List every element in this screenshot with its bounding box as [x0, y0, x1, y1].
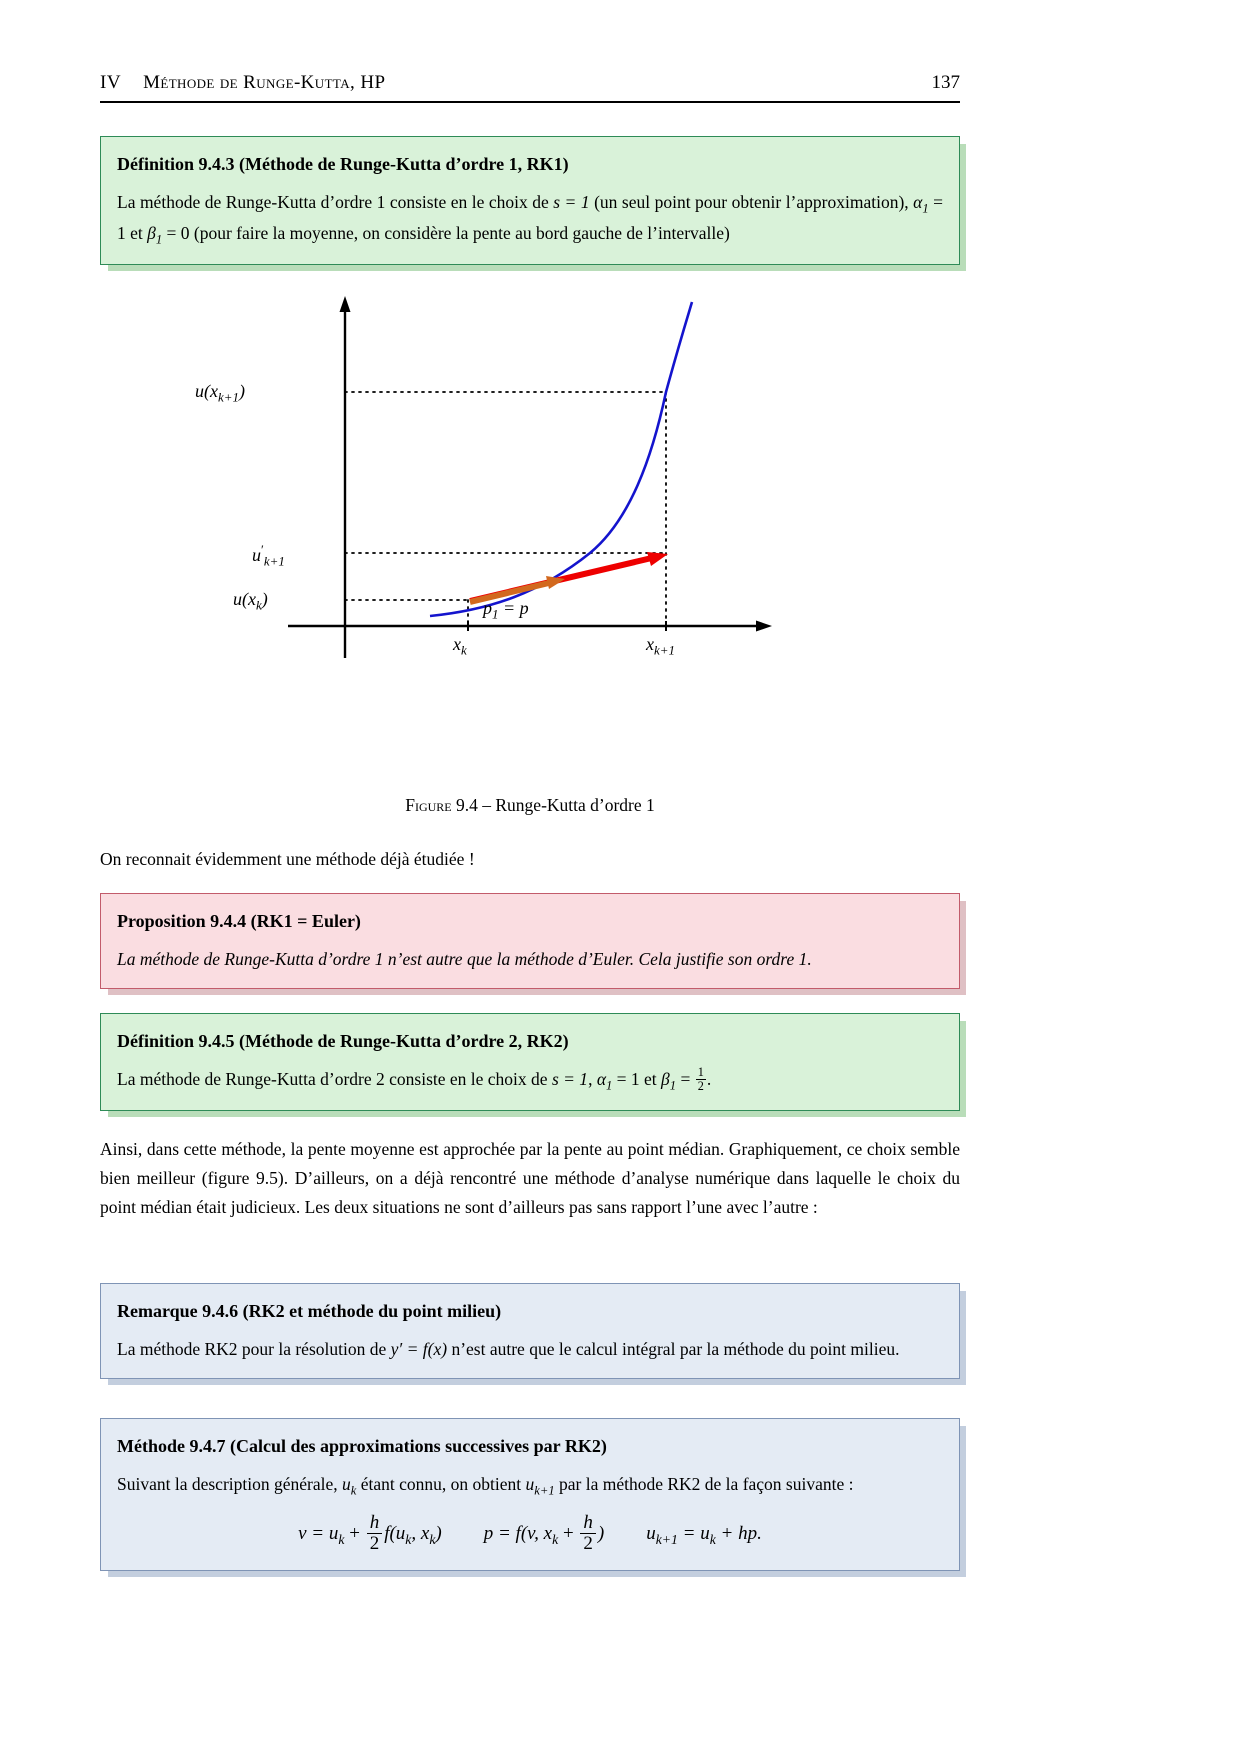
formula2-lhs: p = f(v, x — [483, 1523, 553, 1545]
page-number: 137 — [931, 72, 960, 93]
formula2-fraction-denominator: 2 — [583, 1532, 593, 1554]
definition-945-body — [117, 1065, 943, 1096]
header-section-title: Méthode de Runge-Kutta, HP — [143, 72, 386, 93]
def943-math-alpha-val: = 1 et — [117, 192, 943, 244]
x-label-xk1-main: x — [646, 634, 654, 654]
figure-94-svg — [100, 288, 960, 688]
m947-math-uk-sub: k — [350, 1483, 357, 1498]
formula2-fraction-numerator: h — [580, 1513, 596, 1534]
formula3-lhs-sub: k+1 — [655, 1531, 678, 1547]
def945-text-1: La méthode de Runge-Kutta d’ordre 2 consiste en le choix de — [117, 1069, 552, 1090]
def943-math-beta: β — [147, 223, 156, 244]
def943-math-beta-sub: 1 — [155, 232, 163, 247]
remarque-946-body — [117, 1335, 943, 1363]
m947-math-ukp1: u — [525, 1474, 535, 1495]
def943-text-1: La méthode de Runge-Kutta d’ordre 1 consiste en le choix de — [117, 192, 554, 213]
remarque-946-title: Remarque 9.4.6 (RK2 et méthode du point milieu) — [117, 1301, 502, 1321]
formula1-fraction-denominator: 2 — [369, 1532, 380, 1554]
figure-caption-dash: – — [482, 795, 491, 815]
definition-945-box — [100, 1013, 960, 1111]
y-label-uprime-prime: ′ — [261, 542, 264, 557]
formula3-mid-sub: k — [709, 1531, 716, 1547]
rem946-text-2: n’est autre que le calcul intégral par la méthode du point milieu. — [447, 1339, 900, 1360]
def945-text-end: . — [706, 1069, 712, 1090]
def945-fraction-numerator: 1 — [697, 1065, 704, 1080]
y-label-u-xk1-main: u(x — [195, 381, 218, 401]
definition-943-box — [100, 136, 960, 265]
def945-math-alpha: α — [596, 1069, 606, 1090]
figure-94 — [100, 288, 960, 718]
y-label-uprime-sub: k+1 — [263, 553, 285, 569]
rem946-text-1: La méthode RK2 pour la résolution de — [117, 1339, 391, 1360]
formula1-rhs-sub2: k — [429, 1531, 436, 1547]
slope-annotation-eq: = p — [498, 598, 529, 618]
y-label-u-xk1 — [195, 381, 245, 406]
methode-947-body — [117, 1470, 943, 1501]
def943-text-3: (pour faire la moyenne, on considère la pente au bord gauche de l’intervalle) — [189, 223, 730, 244]
definition-943-body — [117, 188, 943, 250]
formula1-plus: + — [344, 1523, 365, 1545]
formula2-close: ) — [597, 1523, 605, 1545]
methode-947-title: Méthode 9.4.7 (Calcul des approximations successives par RK2) — [117, 1436, 607, 1456]
def945-math-beta-sub: 1 — [669, 1078, 677, 1093]
formula3-lhs: u — [646, 1523, 656, 1545]
def943-math-beta-val: = 0 — [162, 223, 190, 244]
def945-fraction-denominator: 2 — [697, 1079, 704, 1094]
x-axis-arrowhead — [756, 621, 772, 632]
x-label-xk-sub: k — [461, 642, 467, 658]
x-label-xk1-sub: k+1 — [654, 642, 675, 658]
methode-947-box — [100, 1418, 960, 1571]
definition-945-title: Définition 9.4.5 (Méthode de Runge-Kutta d’ordre 2, RK2) — [117, 1031, 569, 1051]
x-label-xk — [453, 634, 467, 659]
slope-annotation-p1 — [483, 598, 529, 623]
def945-text-2: , — [588, 1069, 597, 1090]
formula1-fraction-numerator: h — [367, 1513, 383, 1534]
formula1-rhs-sub: k — [405, 1531, 412, 1547]
remarque-946-box — [100, 1283, 960, 1379]
proposition-944-title: Proposition 9.4.4 (RK1 = Euler) — [117, 911, 361, 931]
formula3-mid: = u — [677, 1523, 710, 1545]
proposition-944-box — [100, 893, 960, 989]
m947-text-1: Suivant la description générale, — [117, 1474, 342, 1495]
def945-math-alpha-sub: 1 — [606, 1078, 613, 1093]
y-axis-arrowhead — [340, 296, 351, 312]
formula1-lhs: v = u — [298, 1523, 339, 1545]
formula2-plus: + — [558, 1523, 579, 1545]
m947-math-ukp1-sub: k+1 — [534, 1483, 555, 1498]
formula2-sub: k — [552, 1531, 559, 1547]
figure-caption-label: Figure 9.4 — [405, 795, 478, 815]
def943-math-alpha: α — [913, 192, 923, 213]
header-left-group — [100, 72, 385, 94]
def945-math-alpha-val: = 1 et — [612, 1069, 662, 1090]
formula1-rhs: f(u — [384, 1523, 406, 1545]
rem946-math-eq: y′ = f(x) — [390, 1339, 448, 1360]
figure-caption — [100, 795, 960, 816]
def943-text-2: (un seul point pour obtenir l’approximation), — [589, 192, 914, 213]
m947-text-3: par la méthode RK2 de la façon suivante : — [554, 1474, 854, 1495]
def945-fraction-half — [696, 1066, 706, 1093]
formula1-lhs-sub: k — [338, 1531, 345, 1547]
header-rule — [100, 101, 960, 103]
running-header — [100, 72, 960, 94]
red-tangent-arrowhead — [647, 552, 668, 566]
y-label-uprime-main: u — [252, 545, 261, 565]
slope-annotation-sub: 1 — [492, 606, 499, 622]
y-label-u-xk-main: u(x — [233, 589, 256, 609]
y-label-u-xk-sub: k — [255, 597, 262, 613]
def943-math-alpha-sub: 1 — [922, 201, 929, 216]
header-section-number: IV — [100, 72, 122, 93]
formula2-fraction — [580, 1513, 596, 1554]
y-label-u-xk-end: ) — [261, 589, 268, 609]
definition-943-title: Définition 9.4.3 (Méthode de Runge-Kutta d’ordre 1, RK1) — [117, 154, 569, 174]
def943-math-s: s = 1 — [553, 192, 590, 213]
figure-caption-text: Runge-Kutta d’ordre 1 — [495, 795, 655, 815]
formula1-fraction — [367, 1513, 383, 1554]
x-label-xk-main: x — [453, 634, 461, 654]
y-label-uprime-k1 — [252, 542, 285, 570]
slope-annotation-p: p — [483, 598, 492, 618]
x-label-xk1 — [646, 634, 675, 659]
y-label-u-xk1-sub: k+1 — [217, 389, 239, 405]
formula3-end: + hp. — [715, 1523, 762, 1545]
formula1-close: ) — [435, 1523, 442, 1545]
proposition-944-body: La méthode de Runge-Kutta d’ordre 1 n’est autre que la méthode d’Euler. Cela justifie son ordre 1. — [117, 949, 812, 970]
methode-947-formula-line — [117, 1513, 943, 1554]
def945-math-beta: β — [661, 1069, 670, 1090]
m947-text-2: étant connu, on obtient — [356, 1474, 526, 1495]
m947-math-uk: u — [342, 1474, 351, 1495]
def945-math-s: s = 1 — [551, 1069, 589, 1090]
formula1-rhs-end: , x — [411, 1523, 430, 1545]
solution-curve — [430, 302, 692, 616]
paragraph-ainsi: Ainsi, dans cette méthode, la pente moyenne est approchée par la pente au point médian. Graphiquement, ce choix semble bien meilleur (figure 9.5). D’ailleurs, on a déjà rencontré une méthode d’analyse numérique dans laquelle le choix du point médian était judicieux. Les deux situations ne sont d’ailleurs pas sans rapport l’une avec l’autre : — [100, 1139, 960, 1218]
def945-math-beta-eq: = — [676, 1069, 695, 1090]
y-label-u-xk — [233, 589, 268, 614]
y-label-u-xk1-end: ) — [238, 381, 245, 401]
paragraph-on-reconnait: On reconnait évidemment une méthode déjà étudiée ! — [100, 849, 475, 869]
